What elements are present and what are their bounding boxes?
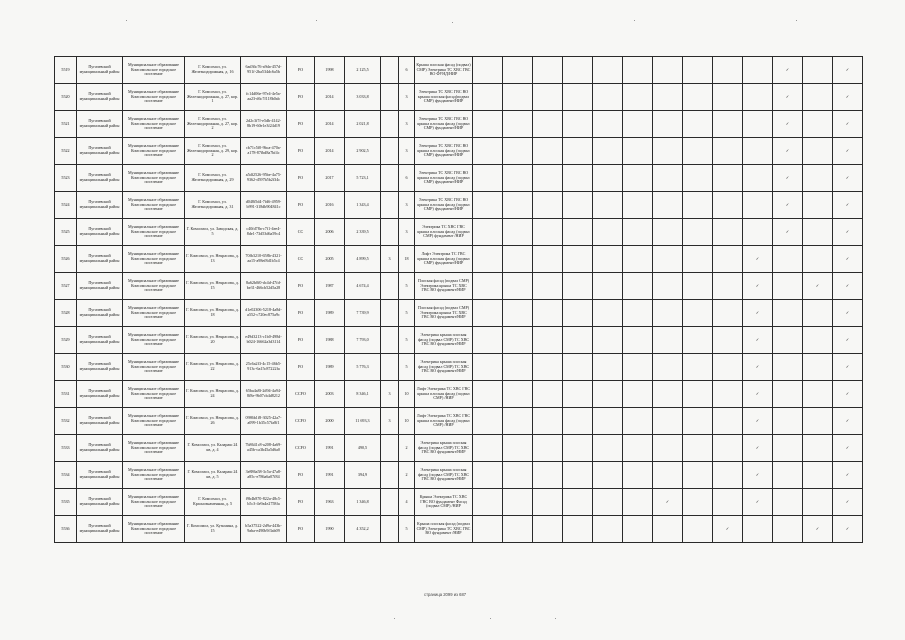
cell-apartments: 3 <box>399 84 415 111</box>
cell-area: 4 674,4 <box>345 273 381 300</box>
cell-district: Пугачевский муниципальный район <box>77 111 123 138</box>
cell-district: Пугачевский муниципальный район <box>77 408 123 435</box>
checkmark-icon: ✓ <box>773 111 803 138</box>
cell-works: Лифт Электрика ТС ХВС ГВС крыша плоская фасад (подвал СМР) /НИР <box>415 408 473 435</box>
cell-address: Г. Комсомол, ул. Железнодорожная, д. 31 <box>185 192 241 219</box>
cell-works: Электрика ТС ХВС ГВС ВО крыша плоская фасад (подвал СМР) фундамент/НИР <box>415 138 473 165</box>
checkmark-icon: ✓ <box>743 489 773 516</box>
cell-apartments: 10 <box>399 408 415 435</box>
cell-apartments: 5 <box>399 300 415 327</box>
cell-district: Пугачевский муниципальный район <box>77 273 123 300</box>
cell-area: 8 346,1 <box>345 381 381 408</box>
cell-works: Электрика ТС ХВС ГВС ВО крыша плоская фасад(подвал СМР) фундамент/НИР <box>415 84 473 111</box>
cell-id: 5536 <box>55 516 77 543</box>
cell-works: Плоская фасад (подвал СМР) Электрика крыша ТС ХВС ГВС ВО фундамент/НИР <box>415 300 473 327</box>
cell-type: FO <box>287 57 315 84</box>
cell-district: Пугачевский муниципальный район <box>77 84 123 111</box>
checkmark-icon: ✓ <box>773 219 803 246</box>
cell-municipality: Муниципальное образование Комсомольское городское поселение <box>123 138 185 165</box>
cell-type: FO <box>287 516 315 543</box>
cell-district: Пугачевский муниципальный район <box>77 300 123 327</box>
cell-type: CCFO <box>287 381 315 408</box>
cell-id: 5525 <box>55 219 77 246</box>
cell-guid: 7b8641c8-a208-4a69-a45b-ca3b45a5d6a0 <box>241 435 287 462</box>
cell-municipality: Муниципальное образование Комсомольское городское поселение <box>123 165 185 192</box>
cell-guid: b5a37522-2d9a-443b-9aba-e490b9f3ab09 <box>241 516 287 543</box>
cell-area: 1 346,8 <box>345 489 381 516</box>
cell-apartments: 18 <box>399 246 415 273</box>
cell-apartments: 5 <box>399 273 415 300</box>
checkmark-icon: ✓ <box>713 516 743 543</box>
cell-year: 1991 <box>315 435 345 462</box>
checkmark-icon: ✓ <box>773 138 803 165</box>
cell-district: Пугачевский муниципальный район <box>77 354 123 381</box>
cell-area: 2 021,8 <box>345 111 381 138</box>
cell-area: 2 125,5 <box>345 57 381 84</box>
cell-year: 1963 <box>315 489 345 516</box>
cell-area: 4 352,2 <box>345 516 381 543</box>
cell-year: 1990 <box>315 516 345 543</box>
cell-apartments: 3 <box>399 111 415 138</box>
cell-year: 1987 <box>315 273 345 300</box>
cell-guid: 8a62b0f0-dc4d-47fd-be31-466cb52d5a28 <box>241 273 287 300</box>
cell-area: 11 693,3 <box>345 408 381 435</box>
cell-address: Г. Комсомол, ул. Железнодорожная, д. 27, кор. 1 <box>185 84 241 111</box>
checkmark-icon: ✓ <box>653 489 683 516</box>
cell-municipality: Муниципальное образование Комсомольское городское поселение <box>123 84 185 111</box>
cell-address: Г. Комсомол, ул. Железнодорожная, д. 16 <box>185 57 241 84</box>
checkmark-icon: ✓ <box>833 219 863 246</box>
cell-works: Электрика крыша плоская фасад (подвал СМР) ТС ХВС ГВС ВО фундамент/НИР <box>415 435 473 462</box>
cell-municipality: Муниципальное образование Комсомольское городское поселение <box>123 273 185 300</box>
cell-year: 2016 <box>315 192 345 219</box>
checkmark-icon: ✓ <box>833 165 863 192</box>
cell-area: 2 902,5 <box>345 138 381 165</box>
cell-guid: fc14d06e-97e4-4e5a-aa23-d6c7f118b0ab <box>241 84 287 111</box>
checkmark-icon: ✓ <box>833 57 863 84</box>
cell-guid: 3e886a58-3c5a-47a8-a85c-e786a6a07f84 <box>241 462 287 489</box>
cell-year: 2000 <box>315 408 345 435</box>
checkmark-icon: ✓ <box>833 327 863 354</box>
checkmark-icon: ✓ <box>773 192 803 219</box>
cell-type: FO <box>287 462 315 489</box>
cell-municipality: Муниципальное образование Комсомольское городское поселение <box>123 300 185 327</box>
cell-id: 5522 <box>55 138 77 165</box>
cell-address: Г. Комсомол, ул. Некрасова, д. 18 <box>185 300 241 327</box>
cell-area: 3 033,8 <box>345 84 381 111</box>
cell-id: 5520 <box>55 84 77 111</box>
cell-id: 5531 <box>55 381 77 408</box>
cell-year: 1988 <box>315 327 345 354</box>
cell-apartments: 3 <box>399 192 415 219</box>
cell-guid: 70fb3210-658b-4321-aa15-a98ef8d1b5c4 <box>241 246 287 273</box>
cell-year: 2017 <box>315 165 345 192</box>
checkmark-icon: ✓ <box>833 489 863 516</box>
checkmark-icon: ✓ <box>743 354 773 381</box>
cell-district: Пугачевский муниципальный район <box>77 57 123 84</box>
checkmark-icon: ✓ <box>743 273 773 300</box>
cell-floors: 3 <box>381 381 399 408</box>
cell-municipality: Муниципальное образование Комсомольское городское поселение <box>123 327 185 354</box>
cell-year: 2006 <box>315 219 345 246</box>
cell-type: FO <box>287 354 315 381</box>
cell-municipality: Муниципальное образование Комсомольское городское поселение <box>123 57 185 84</box>
cell-address: Г. Комсомол, ул. Некрасова, д. 20 <box>185 327 241 354</box>
cell-address: Г. Комсомол, ул. Краснознаменная, д. 5 <box>185 489 241 516</box>
cell-id: 5528 <box>55 300 77 327</box>
cell-works: Крыша Электрика ТС ХВС ГВС ВО фундамент Фасад (подвал СМР) /НИР <box>415 489 473 516</box>
cell-district: Пугачевский муниципальный район <box>77 219 123 246</box>
cell-address: Г. Комсомол, ул. Некрасова, д. 26 <box>185 408 241 435</box>
cell-address: Г. Комсомол, ул. Некрасова, д. 13 <box>185 246 241 273</box>
cell-works: Электрика ТС ХВС ГВС ВО крыша плоская фасад (подвал СМР) фундамент/НИР <box>415 165 473 192</box>
cell-works: Крыша плоская фасад (подвал СМР) Электрика ТС ХВС ГВС ВО фундамент /НИР <box>415 516 473 543</box>
cell-address: Г. Комсомол, ул. Заводская, д. 5 <box>185 219 241 246</box>
cell-id: 5530 <box>55 354 77 381</box>
cell-municipality: Муниципальное образование Комсомольское городское поселение <box>123 408 185 435</box>
cell-id: 5527 <box>55 273 77 300</box>
cell-id: 5521 <box>55 111 77 138</box>
checkmark-icon: ✓ <box>833 435 863 462</box>
cell-address: Г. Комсомол, ул. Некрасова, д. 22 <box>185 354 241 381</box>
checkmark-icon: ✓ <box>833 516 863 543</box>
page-footer: страница 2099 из 687 <box>424 592 467 597</box>
cell-address: Г. Комсомол, ул. Некрасова, д. 15 <box>185 273 241 300</box>
cell-year: 1989 <box>315 300 345 327</box>
cell-district: Пугачевский муниципальный район <box>77 192 123 219</box>
cell-guid: e49d3213-c1b0-498d-b024-16662a3d3114 <box>241 327 287 354</box>
checkmark-icon: ✓ <box>833 354 863 381</box>
cell-guid: 6ad36c76-a9da-457d-951f-2ba534dc6a5b <box>241 57 287 84</box>
cell-year: 2014 <box>315 111 345 138</box>
cell-district: Пугачевский муниципальный район <box>77 327 123 354</box>
cell-address: Г. Комсомол, ул. Калараш 24 кв, д. 4 <box>185 435 241 462</box>
cell-type: CC <box>287 246 315 273</box>
cell-area: 490,5 <box>345 435 381 462</box>
cell-guid: c40fd78a-c7f1-4ee4-8de1-73d53d6a59c4 <box>241 219 287 246</box>
cell-works: Лифт Электрика ТС ХВС ГВС крыша плоская фасад (подвал СМР) /НИР <box>415 381 473 408</box>
cell-type: FO <box>287 138 315 165</box>
cell-guid: d048f5d4-7fd6-4959-b991-318db904841c <box>241 192 287 219</box>
cell-guid: f9b4b870-822a-48c5-b5c3-4e9a4e2758fa <box>241 489 287 516</box>
cell-area: 5 723,1 <box>345 165 381 192</box>
cell-apartments: 3 <box>399 219 415 246</box>
cell-year: 2014 <box>315 84 345 111</box>
checkmark-icon: ✓ <box>743 435 773 462</box>
checkmark-icon: ✓ <box>773 84 803 111</box>
cell-address: Г. Комсомол, ул. Некрасова, д. 24 <box>185 381 241 408</box>
cell-guid: 65ba4a8f-2d94-4a94-8f8e-9b07cb4d8212 <box>241 381 287 408</box>
cell-id: 5533 <box>55 435 77 462</box>
cell-apartments: 2 <box>399 462 415 489</box>
checkmark-icon: ✓ <box>803 516 833 543</box>
checkmark-icon: ✓ <box>743 381 773 408</box>
cell-municipality: Муниципальное образование Комсомольское городское поселение <box>123 246 185 273</box>
cell-apartments: 5 <box>399 354 415 381</box>
checkmark-icon: ✓ <box>773 57 803 84</box>
checkmark-icon: ✓ <box>833 84 863 111</box>
cell-area: 5 776,3 <box>345 354 381 381</box>
cell-works: Электрика крыша плоская фасад (подвал СМР) ТС ХВС ГВС ВО фундамент/НИР <box>415 354 473 381</box>
cell-floors: 3 <box>381 408 399 435</box>
cell-type: FO <box>287 327 315 354</box>
cell-id: 5523 <box>55 165 77 192</box>
cell-id: 5529 <box>55 327 77 354</box>
cell-type: FO <box>287 165 315 192</box>
cell-type: CC <box>287 219 315 246</box>
cell-district: Пугачевский муниципальный район <box>77 462 123 489</box>
cell-year: 1991 <box>315 462 345 489</box>
cell-area: 7 739,9 <box>345 300 381 327</box>
checkmark-icon: ✓ <box>743 300 773 327</box>
checkmark-icon: ✓ <box>833 138 863 165</box>
cell-district: Пугачевский муниципальный район <box>77 489 123 516</box>
cell-year: 2003 <box>315 381 345 408</box>
cell-id: 5534 <box>55 462 77 489</box>
cell-area: 7 793,0 <box>345 327 381 354</box>
cell-municipality: Муниципальное образование Комсомольское городское поселение <box>123 111 185 138</box>
cell-district: Пугачевский муниципальный район <box>77 138 123 165</box>
cell-municipality: Муниципальное образование Комсомольское городское поселение <box>123 354 185 381</box>
cell-municipality: Муниципальное образование Комсомольское городское поселение <box>123 192 185 219</box>
cell-works: Электрика крыша плоская фасад (подвал СМР) ТС ХВС ГВС ВО фундамент/НИР <box>415 327 473 354</box>
checkmark-icon: ✓ <box>833 273 863 300</box>
checkmark-icon: ✓ <box>833 462 863 489</box>
cell-guid: d1e02306-5218-4a8d-a552-c720ec875a9c <box>241 300 287 327</box>
cell-municipality: Муниципальное образование Комсомольское городское поселение <box>123 435 185 462</box>
cell-municipality: Муниципальное образование Комсомольское городское поселение <box>123 381 185 408</box>
cell-guid: 2d2c3f7f-e5db-4142-8b19-60e1e3f24d19 <box>241 111 287 138</box>
cell-area: 2 339,5 <box>345 219 381 246</box>
checkmark-icon: ✓ <box>833 111 863 138</box>
cell-year: 1998 <box>315 57 345 84</box>
cell-id: 5524 <box>55 192 77 219</box>
cell-apartments: 3 <box>399 138 415 165</box>
cell-year: 2014 <box>315 138 345 165</box>
cell-works: Лифт Электрика ТС ГВС крыша плоская фасад (подвал СМР) фундамент/НИР <box>415 246 473 273</box>
checkmark-icon: ✓ <box>833 300 863 327</box>
cell-address: Г. Комсомол, ул. Железнодорожная, д. 29 <box>185 165 241 192</box>
cell-works: Электрика ТС ХВС ГВС крыша плоская фасад (подвал СМР) фундамент /НИР <box>415 219 473 246</box>
cell-works: Электрика ТС ХВС ГВС ВО крыша плоская фасад (подвал СМР) фундамент/НИР <box>415 192 473 219</box>
cell-type: FO <box>287 300 315 327</box>
cell-municipality: Муниципальное образование Комсомольское городское поселение <box>123 489 185 516</box>
cell-type: FO <box>287 273 315 300</box>
cell-address: Г. Комсомол, ул. Калараш 24 кв, д. 5 <box>185 462 241 489</box>
cell-apartments: 2 <box>399 435 415 462</box>
cell-guid: a5df2526-95be-4a75-9362-d597b5b2f34c <box>241 165 287 192</box>
cell-area: 4 899,5 <box>345 246 381 273</box>
cell-type: CCFO <box>287 435 315 462</box>
cell-address: Г. Комсомол, ул. Железнодорожная, д. 29, кор. 2 <box>185 138 241 165</box>
checkmark-icon: ✓ <box>743 462 773 489</box>
cell-apartments: 4 <box>399 489 415 516</box>
cell-apartments: 10 <box>399 381 415 408</box>
cell-works: Плоская фасад (подвал СМР) Электрика крыша ТС ХВС ГВС ВО фундамент/НИР <box>415 273 473 300</box>
cell-works: Крыша плоская фасад (подвал) СМР) Электрика ТС ХВС ГВС ВО ФУНД/НИР <box>415 57 473 84</box>
cell-apartments: 6 <box>399 165 415 192</box>
cell-type: FO <box>287 489 315 516</box>
cell-guid: 25c6a2f3-4c15-46b5-913c-6a15c87222fa <box>241 354 287 381</box>
checkmark-icon: ✓ <box>773 165 803 192</box>
cell-municipality: Муниципальное образование Комсомольское городское поселение <box>123 219 185 246</box>
checkmark-icon: ✓ <box>743 327 773 354</box>
cell-works: Электрика крыша плоская фасад (подвал СМР) ТС ХВС ГВС ВО фундамент/НИР <box>415 462 473 489</box>
cell-apartments: 6 <box>399 57 415 84</box>
checkmark-icon: ✓ <box>743 246 773 273</box>
cell-district: Пугачевский муниципальный район <box>77 246 123 273</box>
cell-district: Пугачевский муниципальный район <box>77 516 123 543</box>
cell-type: CCFO <box>287 408 315 435</box>
checkmark-icon: ✓ <box>833 408 863 435</box>
cell-district: Пугачевский муниципальный район <box>77 381 123 408</box>
cell-floors: 3 <box>381 246 399 273</box>
cell-address: Г. Комсомол, ул. Железнодорожная, д. 27, кор. 2 <box>185 111 241 138</box>
cell-guid: cb71c5f0-9bca-470a-a178-87fbd8a7bf4c <box>241 138 287 165</box>
cell-works: Электрика ТС ХВС ГВС ВО крыша плоская фасад (подвал СМР) фундамент/НИР <box>415 111 473 138</box>
cell-address: Г. Комсомол, ул. Кузьмина, д. 15 <box>185 516 241 543</box>
checkmark-icon: ✓ <box>833 381 863 408</box>
cell-apartments: 5 <box>399 516 415 543</box>
checkmark-icon: ✓ <box>743 408 773 435</box>
checkmark-icon: ✓ <box>833 246 863 273</box>
cell-type: FO <box>287 84 315 111</box>
cell-guid: 0986b1f8-3025-42a7-a099-1b35c57fa8f1 <box>241 408 287 435</box>
cell-type: FO <box>287 192 315 219</box>
cell-id: 5519 <box>55 57 77 84</box>
cell-district: Пугачевский муниципальный район <box>77 435 123 462</box>
cell-area: 394,9 <box>345 462 381 489</box>
cell-municipality: Муниципальное образование Комсомольское городское поселение <box>123 462 185 489</box>
cell-id: 5532 <box>55 408 77 435</box>
cell-municipality: Муниципальное образование Комсомольское городское поселение <box>123 516 185 543</box>
cell-id: 5526 <box>55 246 77 273</box>
checkmark-icon: ✓ <box>803 273 833 300</box>
cell-apartments: 5 <box>399 327 415 354</box>
cell-id: 5535 <box>55 489 77 516</box>
cell-year: 1989 <box>315 354 345 381</box>
checkmark-icon: ✓ <box>833 192 863 219</box>
cell-year: 2005 <box>315 246 345 273</box>
cell-district: Пугачевский муниципальный район <box>77 165 123 192</box>
cell-type: FO <box>287 111 315 138</box>
cell-area: 1 343,4 <box>345 192 381 219</box>
